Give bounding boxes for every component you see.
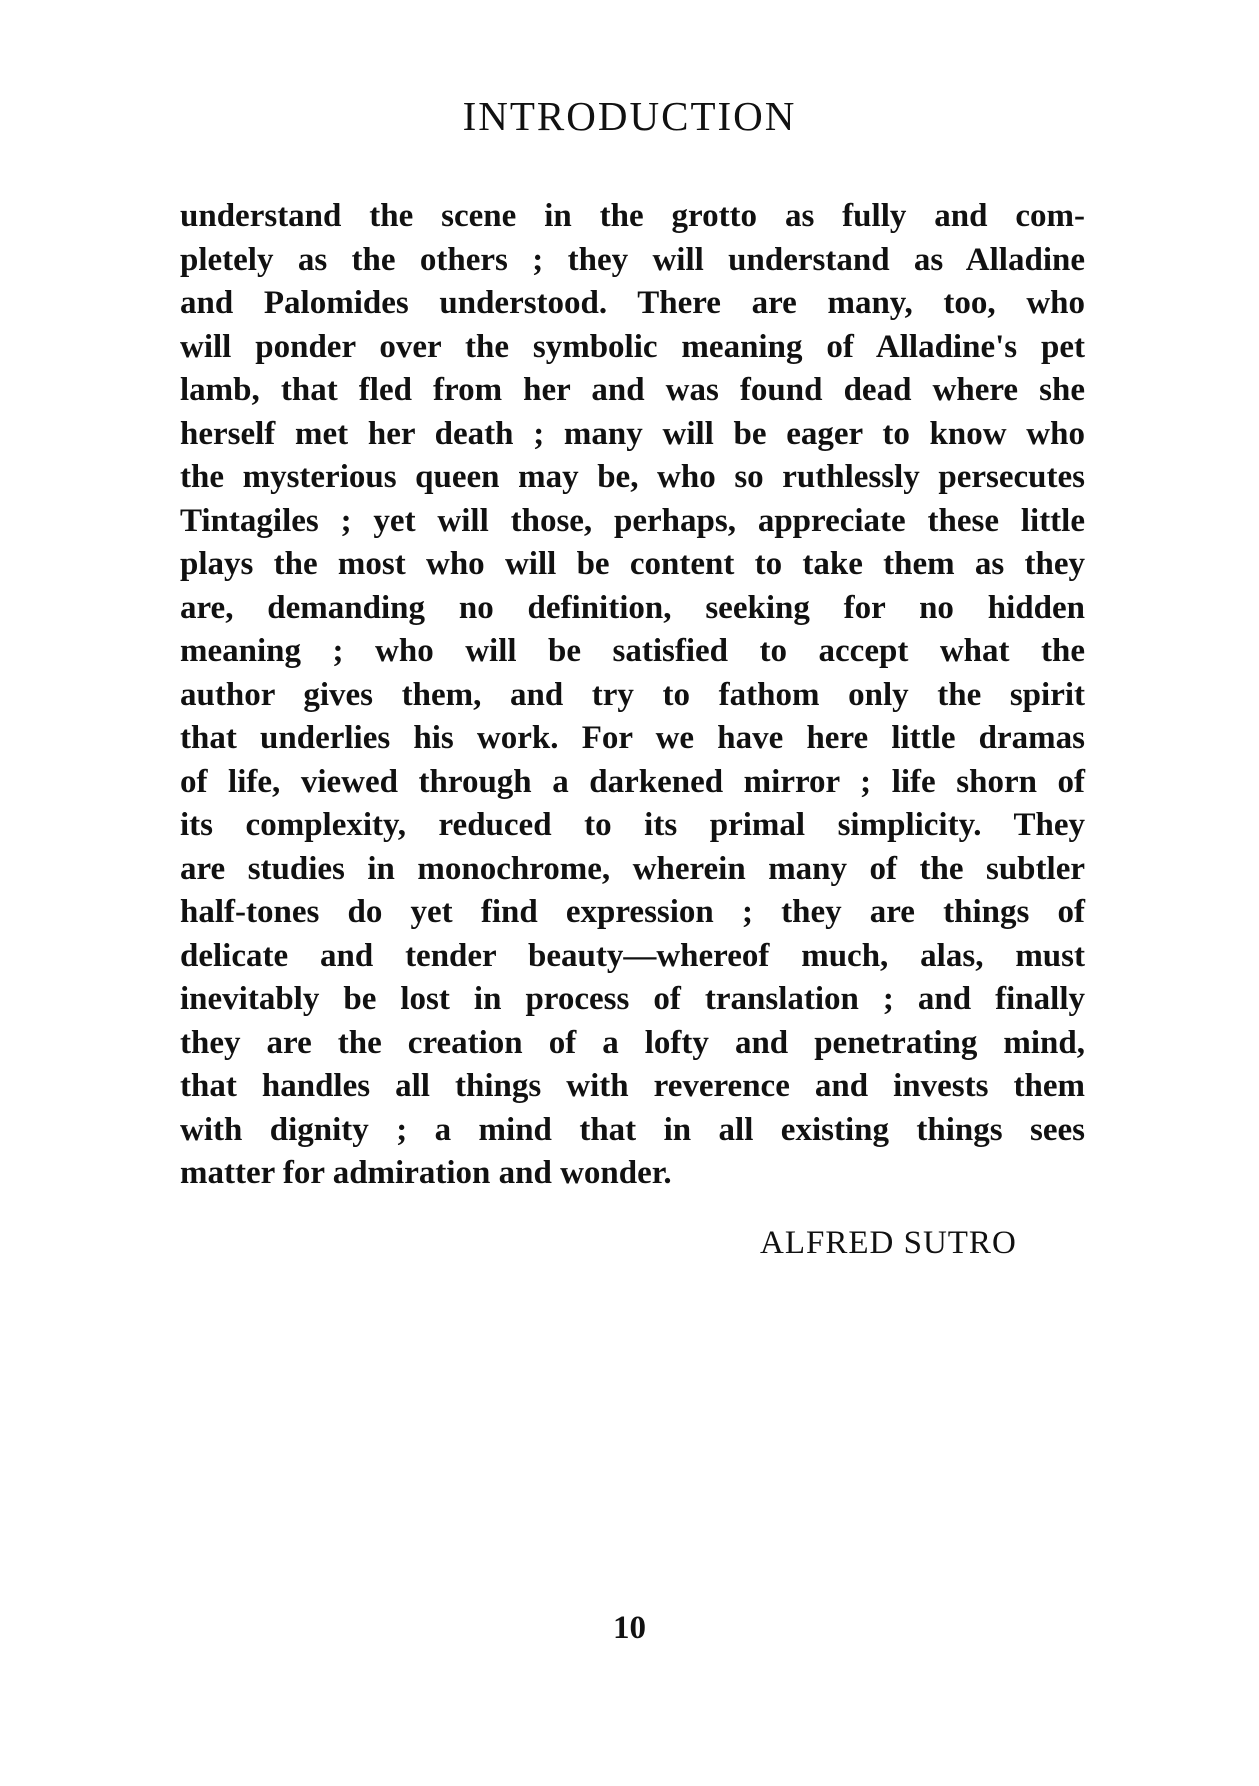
text-line: with dignity ; a mind that in all existing things sees <box>180 1111 1085 1148</box>
text-line: half-tones do yet find expression ; they are things of <box>180 894 1085 930</box>
text-line: they are the creation of a lofty and penetrating mind, <box>180 1024 1085 1061</box>
text-line: matter for admiration and wonder. <box>180 1155 672 1191</box>
text-line: lamb, that fled from her and was found dead where she <box>180 372 1085 408</box>
text-line: herself met her death ; many will be eager to know who <box>180 415 1085 452</box>
text-line: are studies in monochrome, wherein many of the subtler <box>180 850 1085 887</box>
text-line: author gives them, and try to fathom only the spirit <box>180 676 1085 713</box>
text-line: that underlies his work. For we have here little dramas <box>180 720 1085 756</box>
text-line: are, demanding no definition, seeking for no hidden <box>180 589 1085 626</box>
body-paragraph <box>180 195 1085 1196</box>
page-number: 10 <box>613 1610 646 1646</box>
text-line: and Palomides understood. There are many, too, who <box>180 285 1085 321</box>
text-line: of life, viewed through a darkened mirror ; life shorn of <box>180 763 1085 800</box>
text-line: pletely as the others ; they will understand as Alladine <box>180 241 1085 278</box>
text-line: inevitably be lost in process of translation ; and finally <box>180 981 1085 1017</box>
text-line: delicate and tender beauty—whereof much, alas, must <box>180 937 1085 974</box>
text-line: will ponder over the symbolic meaning of Alladine's pet <box>180 328 1085 365</box>
text-line: plays the most who will be content to take them as they <box>180 546 1085 582</box>
text-line: the mysterious queen may be, who so ruthlessly persecutes <box>180 459 1085 495</box>
text-line: meaning ; who will be satisfied to accept what the <box>180 633 1085 669</box>
text-line: that handles all things with reverence and invests them <box>180 1068 1085 1104</box>
text-line: understand the scene in the grotto as fully and com- <box>180 198 1085 234</box>
text-line: Tintagiles ; yet will those, perhaps, appreciate these little <box>180 502 1085 539</box>
page-title: INTRODUCTION <box>462 93 797 139</box>
text-line: its complexity, reduced to its primal simplicity. They <box>180 807 1085 843</box>
author-signature: ALFRED SUTRO <box>760 1225 1017 1261</box>
